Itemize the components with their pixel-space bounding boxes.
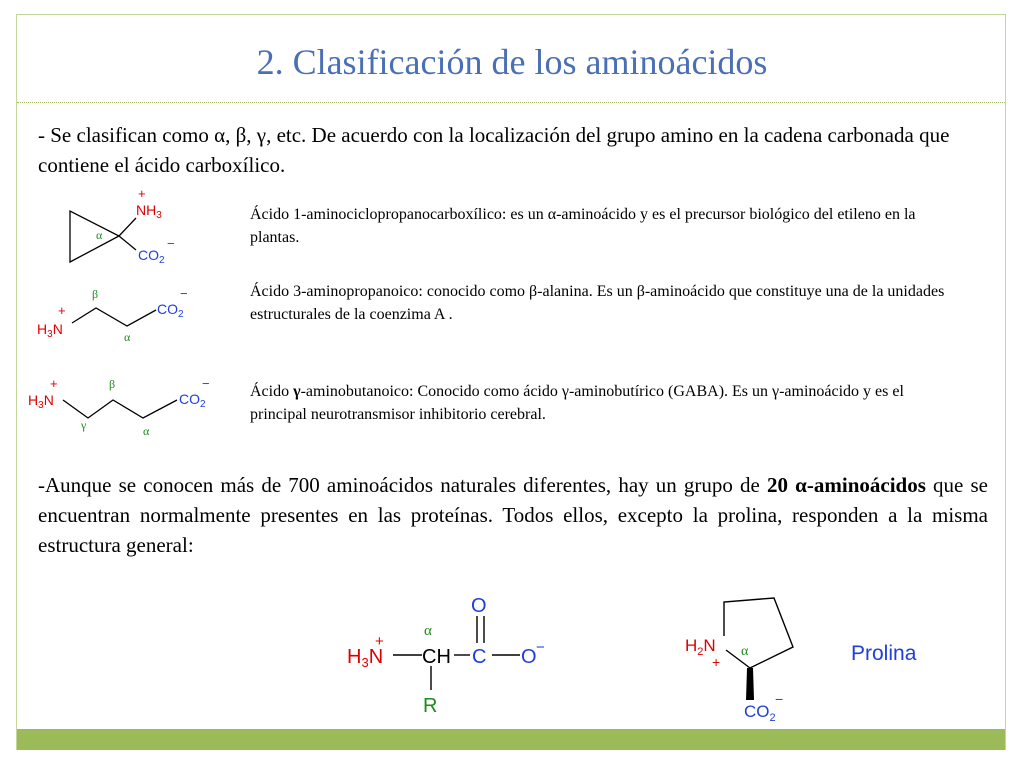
nh-label-1: $NH_3$ [136,202,162,221]
alpha-label-3: α [143,424,150,438]
labels-cyclopropane [96,186,175,266]
plus-charge-2: + [58,303,66,318]
proline-ring [724,598,793,668]
structure-proline [685,598,793,724]
bond-to-co2 [119,236,136,250]
slide-title: 2. Clasificación de los aminoácidos [256,42,768,82]
co2-label-2: $CO_2$ [157,301,184,320]
gaba-chain [63,400,177,418]
para-after: que se encuentran normalmente presentes en las proteínas. Todos ellos, excepto la prolina, responden a la misma estructura general: [38,473,988,557]
labels-gaba [28,376,210,438]
plus-charge-1: + [138,186,146,201]
r-label-general: R [423,695,438,717]
desc3-after: -aminobutanoico: Conocido como ácido γ-aminobutírico (GABA). Es un γ-aminoácido y es el principal neurotransmisor inhibitorio cerebral. [250,383,904,423]
wedge-bond-proline [746,668,754,700]
description-beta-alanine: Ácido 3-aminopropanoico: conocido como β-alanina. Es un β-aminoácido que constituye una de la unidades estructurales de la coenzima A . [250,283,945,323]
o-label-general: O [521,646,537,668]
minus-charge-proline: − [775,691,784,707]
minus-charge-1: − [167,236,175,251]
h3n-label-general: $H_3N$ [347,646,384,670]
structure-beta-alanine [72,308,156,326]
alpha-label-proline: α [741,644,749,659]
h3n-label-2: $H_3N$ [37,321,63,340]
alpha-label-general: α [424,623,432,639]
structure-gaba [63,400,177,418]
c-label-general: C [472,646,487,668]
desc3-gamma: γ [293,383,301,400]
desc3-before: Ácido [250,383,294,400]
beta-label-2: β [92,287,99,301]
minus-charge-3: − [202,376,210,391]
plus-charge-3: + [50,376,58,391]
h2n-label-proline: $H_2N$ [685,636,716,658]
para-before: -Aunque se conocen más de 700 aminoácidos naturales diferentes, hay un grupo de [38,473,768,497]
beta-alanine-chain [72,308,156,326]
gamma-label-3: γ [81,418,87,432]
bond-to-nh3 [119,218,136,236]
beta-label-3: β [109,377,116,391]
cyclopropane-ring [70,211,119,262]
co2-label-3: $CO_2$ [179,391,206,410]
alpha-label-2: α [124,330,131,344]
prolina-label: Prolina [851,642,917,665]
intro-text: - Se clasifican como α, β, γ, etc. De acuerdo con la localización del grupo amino en la cadena carbonada que contiene el ácido carboxílico. [38,123,950,177]
minus-charge-general: − [536,639,545,656]
co2-label-1: $CO_2$ [138,247,165,266]
structure-general-amino-acid [347,595,545,717]
plus-charge-general: + [375,633,384,650]
h3n-label-3: $H_3N$ [28,392,54,411]
o-double-label-general: O [471,595,487,617]
co2-label-proline: $CO_2$ [744,702,776,724]
ch-label-general: CH [422,646,451,668]
bottom-accent-bar [17,729,1005,750]
para-bold: 20 α-aminoácidos [767,473,926,497]
description-cyclopropane: Ácido 1-aminociclopropanocarboxílico: es un α-aminoácido y es el precursor biológico del etileno en la plantas. [250,206,916,246]
structure-cyclopropane [70,211,136,262]
labels-beta-alanine [37,286,188,344]
alpha-label-1: α [96,228,103,242]
plus-charge-proline: + [712,654,721,670]
minus-charge-2: − [180,286,188,301]
